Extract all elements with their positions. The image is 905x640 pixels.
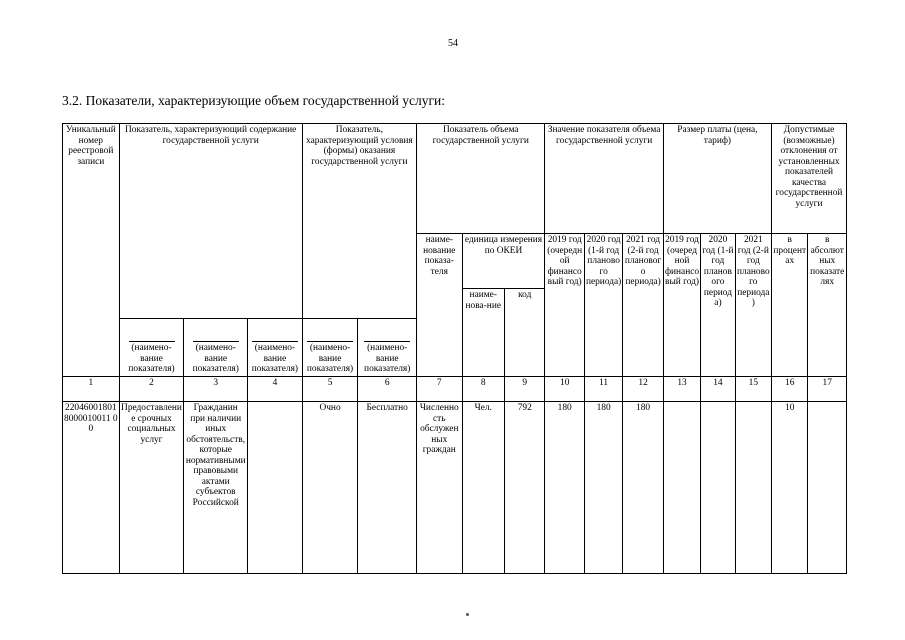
index-cell: 9: [505, 377, 545, 402]
cell-value-2019: 180: [545, 402, 584, 574]
header-fee-2020: 2020 год (1-й год планового периода): [701, 234, 735, 377]
cell-fee-2020: [701, 402, 735, 574]
index-cell: 7: [417, 377, 463, 402]
index-cell: 6: [358, 377, 417, 402]
header-fee-2021: 2021 год (2-й год планового периода): [735, 234, 771, 377]
index-cell: 4: [248, 377, 303, 402]
header-content-indicator-2-label: (наимено-вание показателя): [192, 343, 239, 375]
cell-unique-number: 220460018018000010011 00: [63, 402, 120, 574]
header-condition-indicator-1-label: (наимено-вание показателя): [306, 343, 354, 375]
header-content-indicator-2: [184, 319, 248, 377]
header-deviation-absolute: в абсолютных показателях: [808, 234, 847, 377]
section-title: 3.2. Показатели, характеризующие объем государственной услуги:: [62, 93, 445, 108]
header-condition-indicator-1: [302, 319, 358, 377]
cell-deviation-percent: 10: [772, 402, 808, 574]
header-value-group: Значение показателя объема государственной услуги: [545, 124, 663, 234]
header-content-indicator-3-label: (наимено-вание показателя): [251, 343, 299, 375]
footer-mark: [466, 613, 469, 616]
index-cell: 15: [735, 377, 771, 402]
header-fee-group: Размер платы (цена, тариф): [663, 124, 771, 234]
index-cell: 8: [462, 377, 504, 402]
cell-value-2020: 180: [584, 402, 622, 574]
header-row-groups: [63, 124, 847, 234]
header-unique-number: Уникальный номер реестровой записи: [63, 124, 120, 319]
header-conditions-group-label: Показатель, характеризующий условия (формы) оказания государственной услуги: [306, 125, 413, 167]
header-content-group-label: Показатель, характеризующий содержание государственной услуги: [125, 125, 297, 146]
header-content-indicator-3: [248, 319, 303, 377]
cell-value-2021: 180: [623, 402, 663, 574]
cell-deviation-absolute: [808, 402, 847, 574]
header-deviation-percent: в процентах: [772, 234, 808, 377]
index-row: [63, 377, 847, 402]
index-cell: 2: [119, 377, 184, 402]
index-cell: 13: [663, 377, 700, 402]
index-cell: 1: [63, 377, 120, 402]
cell-indicator-name: Численность обслуженных граждан: [417, 402, 463, 574]
header-content-group: [119, 124, 302, 319]
index-cell: 17: [808, 377, 847, 402]
cell-fee-2019: [663, 402, 700, 574]
cell-unit-code: 792: [505, 402, 545, 574]
cell-condition-1: Очно: [302, 402, 358, 574]
index-cell: 12: [623, 377, 663, 402]
header-unique-number-cont: [63, 319, 120, 377]
cell-fee-2021: [735, 402, 771, 574]
cell-content-1: Предоставление срочных социальных услуг: [119, 402, 184, 574]
header-content-indicator-1-label: (наимено-вание показателя): [128, 343, 175, 375]
index-cell: 16: [772, 377, 808, 402]
index-cell: 5: [302, 377, 358, 402]
cell-condition-2: Бесплатно: [358, 402, 417, 574]
header-unit-code: код: [505, 289, 545, 377]
header-volume-group: Показатель объема государственной услуги: [417, 124, 545, 234]
index-cell: 10: [545, 377, 584, 402]
header-content-indicator-1: [119, 319, 184, 377]
header-value-2020: 2020 год (1-й год планового периода): [584, 234, 622, 377]
header-value-2021: 2021 год (2-й год планового периода): [623, 234, 663, 377]
header-unit-group: единица измерения по ОКЕИ: [462, 234, 545, 289]
volume-indicators-table: [62, 123, 847, 574]
header-unit-name: наиме-нова-ние: [462, 289, 504, 377]
page-number: 54: [448, 38, 458, 49]
header-indicator-name: наиме-нование показа-теля: [417, 234, 463, 377]
cell-content-3: [248, 402, 303, 574]
header-condition-indicator-2-label: (наимено-вание показателя): [364, 343, 411, 375]
header-deviation-group: Допустимые (возможные) отклонения от установленных показателей качества государственной услуги: [772, 124, 847, 234]
header-fee-2019: 2019 год (очередной финансовый год): [663, 234, 700, 377]
header-conditions-group: [302, 124, 416, 319]
header-value-2019: 2019 год (очередной финансовый год): [545, 234, 584, 377]
index-cell: 11: [584, 377, 622, 402]
index-cell: 14: [701, 377, 735, 402]
cell-unit-name: Чел.: [462, 402, 504, 574]
table-row: [63, 402, 847, 574]
cell-content-2: Гражданин при наличии иных обстоятельств, которые нормативными правовыми актами субъектов Российской: [184, 402, 248, 574]
header-condition-indicator-2: [358, 319, 417, 377]
index-cell: 3: [184, 377, 248, 402]
